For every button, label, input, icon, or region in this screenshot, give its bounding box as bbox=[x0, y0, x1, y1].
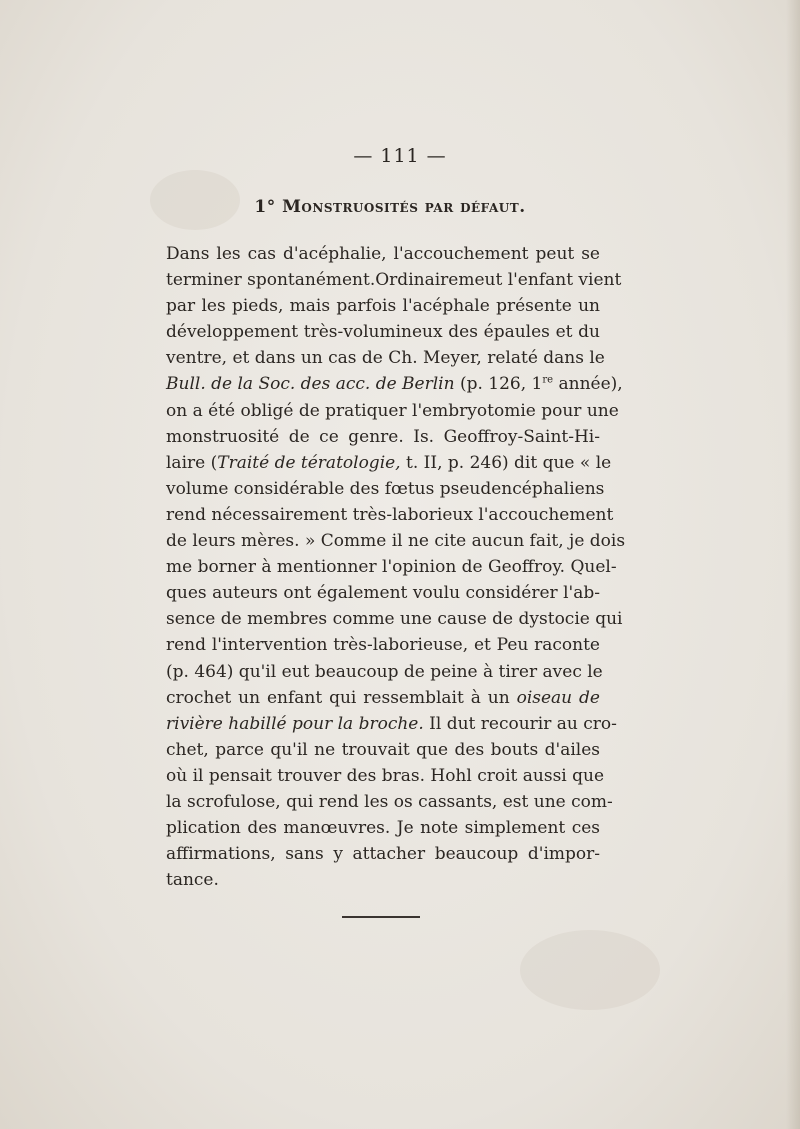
text-line: terminer spontanément.Ordinairemeut l'enfant vient bbox=[166, 270, 622, 291]
text-fragment: laire ( bbox=[166, 452, 218, 473]
section-title bbox=[0, 197, 780, 217]
text-fragment: année), bbox=[553, 374, 623, 395]
text-line: sence de membres comme une cause de dystocie qui bbox=[166, 609, 623, 630]
superscript: re bbox=[542, 374, 554, 386]
text-line: plication des manœuvres. Je note simplement ces bbox=[166, 818, 600, 839]
closing-rule bbox=[342, 916, 420, 918]
text-fragment: Il dut recourir au cro- bbox=[423, 713, 617, 734]
text-line: ventre, et dans un cas de Ch. Meyer, relaté dans le bbox=[166, 348, 605, 369]
text-fragment: (p. 126, 1 bbox=[454, 374, 543, 395]
text-line: me borner à mentionner l'opinion de Geoffroy. Quel- bbox=[166, 557, 617, 578]
section-title-prefix: 1° bbox=[254, 197, 283, 217]
text-line: chet, parce qu'il ne trouvait que des bouts d'ailes bbox=[166, 739, 600, 760]
text-line bbox=[166, 371, 623, 397]
quote-italic: rivière habillé pour la broche. bbox=[166, 713, 424, 734]
text-fragment: t. II, p. 246) dit que « le bbox=[400, 452, 612, 473]
citation-italic: Traité de tératologie, bbox=[217, 452, 401, 473]
text-line: de leurs mères. » Comme il ne cite aucun fait, je dois bbox=[166, 531, 626, 552]
text-line: (p. 464) qu'il eut beaucoup de peine à tirer avec le bbox=[166, 661, 603, 682]
text-line: où il pensait trouver des bras. Hohl croit aussi que bbox=[166, 765, 605, 786]
text-line: on a été obligé de pratiquer l'embryotomie pour une bbox=[166, 400, 619, 421]
text-line: tance. bbox=[166, 870, 219, 891]
text-line bbox=[166, 711, 617, 737]
citation-italic: Bull. de la Soc. des acc. de Berlin bbox=[166, 374, 455, 395]
section-title-text: Monstruosités par défaut. bbox=[282, 197, 526, 217]
page-number: — 111 — bbox=[353, 145, 447, 167]
text-line: volume considérable des fœtus pseudencéphaliens bbox=[166, 478, 605, 499]
text-line: rend l'intervention très-laborieuse, et Peu raconte bbox=[166, 635, 600, 656]
text-line: Dans les cas d'acéphalie, l'accouchement peut se bbox=[166, 244, 600, 264]
text-line: par les pieds, mais parfois l'acéphale présente un bbox=[166, 296, 600, 317]
text-line: monstruosité de ce genre. Is. Geoffroy-Saint-Hi- bbox=[166, 426, 600, 447]
page-edge-shadow bbox=[786, 0, 800, 1129]
text-line bbox=[166, 685, 600, 711]
paper-stain bbox=[520, 930, 660, 1010]
text-line bbox=[166, 450, 612, 476]
quote-italic: oiseau de bbox=[516, 687, 600, 708]
text-line: développement très-volumineux des épaules et du bbox=[166, 322, 600, 343]
text-line: ques auteurs ont également voulu considérer l'ab- bbox=[166, 583, 600, 604]
text-line: affirmations, sans y attacher beaucoup d'impor- bbox=[166, 844, 600, 865]
text-fragment: crochet un enfant qui ressemblait à un bbox=[166, 687, 517, 708]
body-paragraph bbox=[166, 241, 626, 893]
text-line: rend nécessairement très-laborieux l'accouchement bbox=[166, 504, 614, 525]
text-line: la scrofulose, qui rend les os cassants, est une com- bbox=[166, 791, 613, 812]
